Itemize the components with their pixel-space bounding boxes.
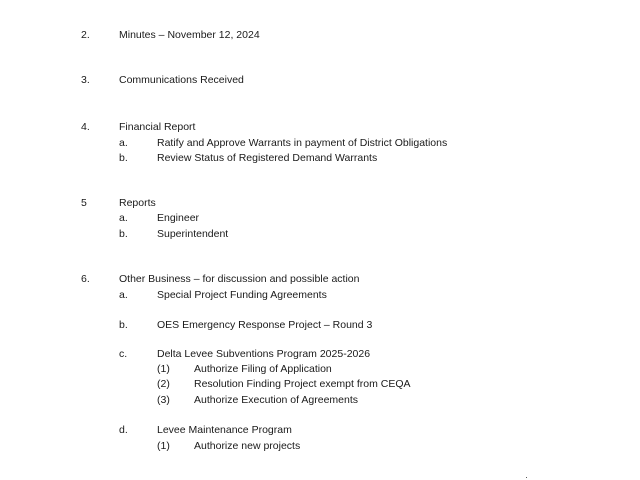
item-number: 4.: [81, 121, 90, 133]
item-title-communications: Communications Received: [119, 74, 244, 86]
item-number: 5: [81, 197, 87, 209]
sub-item-demand-warrants: Review Status of Registered Demand Warrants: [157, 152, 378, 164]
sub-item-levee-maintenance: Levee Maintenance Program: [157, 424, 292, 436]
sub-item-funding-agreements: Special Project Funding Agreements: [157, 289, 327, 301]
item-title-minutes: Minutes – November 12, 2024: [119, 29, 260, 41]
sub-item-letter: c.: [119, 348, 128, 360]
sub-item-letter: b.: [119, 228, 128, 240]
sub-item-superintendent: Superintendent: [157, 228, 229, 240]
item-number: 3.: [81, 74, 90, 86]
sub-sub-item-new-projects: Authorize new projects: [194, 440, 301, 452]
sub-sub-item-number: (3): [157, 394, 170, 406]
sub-item-oes-project: OES Emergency Response Project – Round 3: [157, 319, 373, 331]
sub-item-letter: a.: [119, 137, 128, 149]
sub-item-subventions-program: Delta Levee Subventions Program 2025-2026: [157, 348, 371, 360]
sub-item-letter: a.: [119, 212, 128, 224]
page-speck: [526, 477, 527, 478]
sub-sub-item-ceqa-resolution: Resolution Finding Project exempt from CEQA: [194, 378, 411, 390]
sub-item-warrants: Ratify and Approve Warrants in payment of District Obligations: [157, 137, 448, 149]
sub-sub-item-number: (2): [157, 378, 170, 390]
item-number: 2.: [81, 29, 90, 41]
sub-item-engineer: Engineer: [157, 212, 200, 224]
sub-item-letter: a.: [119, 289, 128, 301]
item-title-financial-report: Financial Report: [119, 121, 196, 133]
sub-item-letter: b.: [119, 319, 128, 331]
sub-item-letter: b.: [119, 152, 128, 164]
item-title-other-business: Other Business – for discussion and possible action: [119, 273, 360, 285]
sub-item-letter: d.: [119, 424, 128, 436]
sub-sub-item-number: (1): [157, 440, 170, 452]
sub-sub-item-number: (1): [157, 363, 170, 375]
item-number: 6.: [81, 273, 90, 285]
sub-sub-item-agreements: Authorize Execution of Agreements: [194, 394, 359, 406]
sub-sub-item-filing: Authorize Filing of Application: [194, 363, 332, 375]
item-title-reports: Reports: [119, 197, 156, 209]
